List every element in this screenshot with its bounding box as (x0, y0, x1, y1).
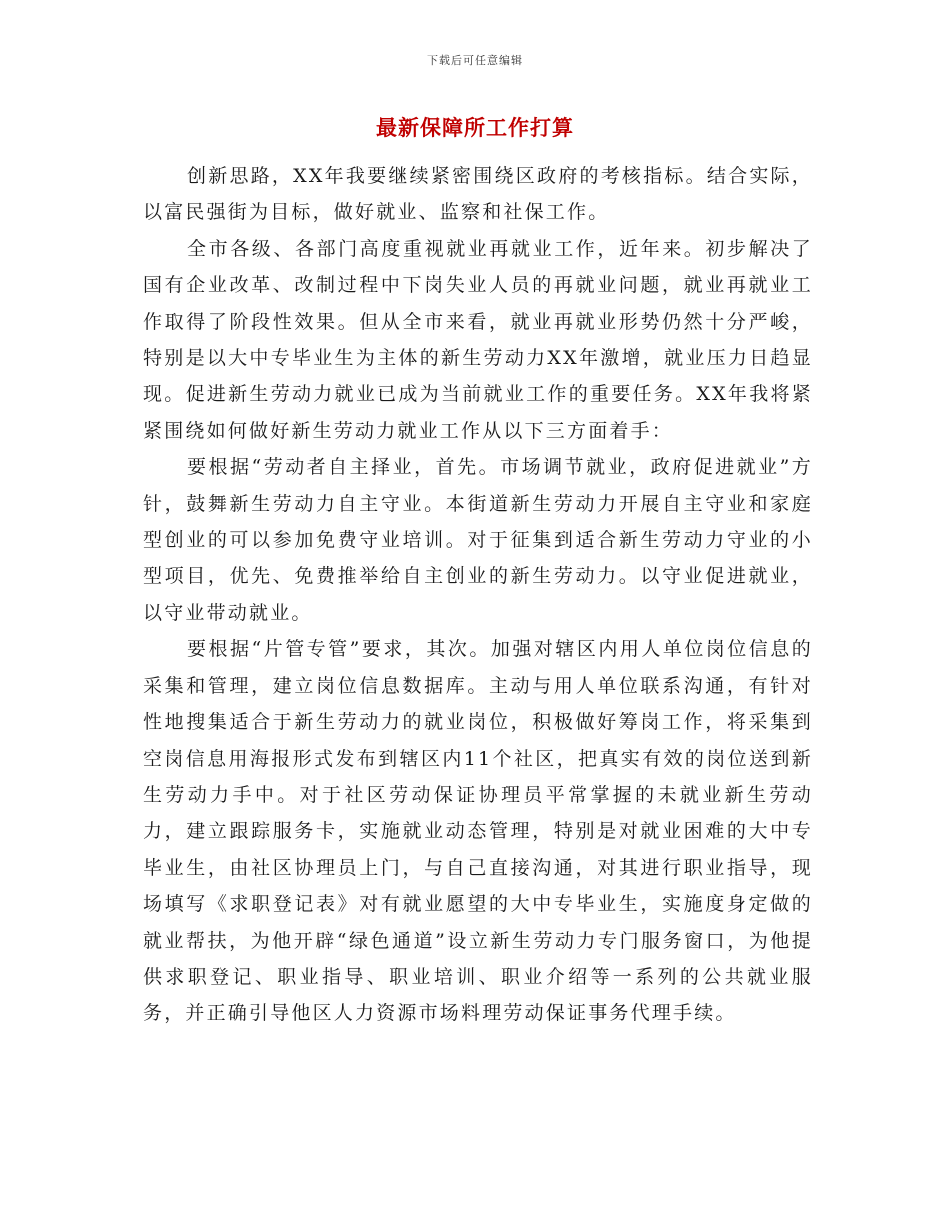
paragraph-3: 要根据“劳动者自主择业，首先。市场调节就业，政府促进就业”方针，鼓舞新生劳动力自主守业。本街道新生劳动力开展自主守业和家庭型创业的可以参加免费守业培训。对于征集到适合新生劳动力守业的小型项目，优先、免费推举给自主创业的新生劳动力。以守业促进就业，以守业带动就业。 (143, 456, 813, 624)
document-body (143, 158, 813, 1032)
paragraph-1: 创新思路，XX年我要继续紧密围绕区政府的考核指标。结合实际，以富民强街为目标，做好就业、监察和社保工作。 (143, 165, 813, 224)
page-header-note: 下载后可任意编辑 (427, 54, 523, 67)
paragraph-2: 全市各级、各部门高度重视就业再就业工作，近年来。初步解决了国有企业改革、改制过程中下岗失业人员的再就业问题，就业再就业工作取得了阶段性效果。但从全市来看，就业再就业形势仍然十分严峻，特别是以大中专毕业生为主体的新生劳动力XX年激增，就业压力日趋显现。促进新生劳动力就业已成为当前就业工作的重要任务。XX年我将紧紧围绕如何做好新生劳动力就业工作从以下三方面着手： (143, 237, 813, 442)
paragraph-4: 要根据“片管专管”要求，其次。加强对辖区内用人单位岗位信息的采集和管理，建立岗位信息数据库。主动与用人单位联系沟通，有针对性地搜集适合于新生劳动力的就业岗位，积极做好筹岗工作，将采集到空岗信息用海报形式发布到辖区内11个社区，把真实有效的岗位送到新生劳动力手中。对于社区劳动保证协理员平常掌握的未就业新生劳动力，建立跟踪服务卡，实施就业动态管理，特别是对就业困难的大中专毕业生，由社区协理员上门，与自己直接沟通，对其进行职业指导，现场填写《求职登记表》对有就业愿望的大中专毕业生，实施度身定做的就业帮扶，为他开辟“绿色通道”设立新生劳动力专门服务窗口，为他提供求职登记、职业指导、职业培训、职业介绍等一系列的公共就业服务，并正确引导他区人力资源市场料理劳动保证事务代理手续。 (143, 638, 813, 1025)
document-title: 最新保障所工作打算 (376, 115, 574, 140)
